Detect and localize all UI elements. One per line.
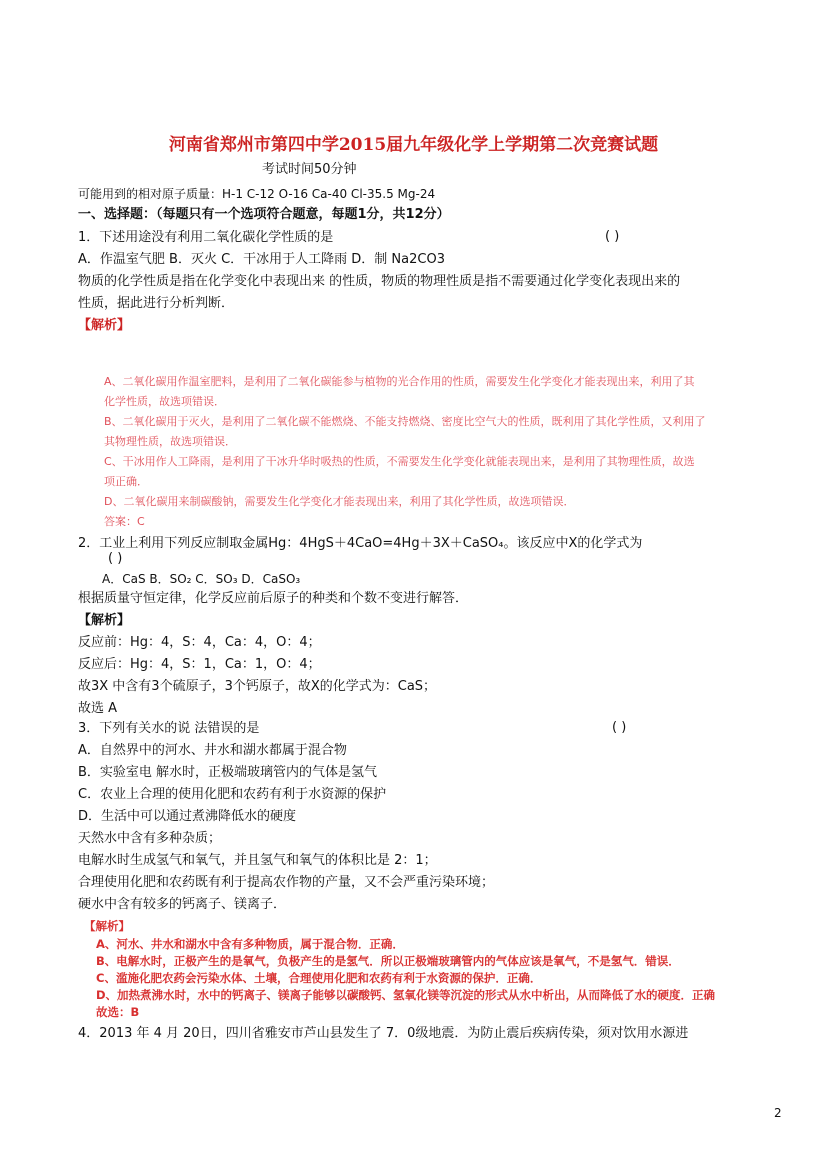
question-3-note: 硬水中含有较多的钙离子、镁离子． [78, 897, 287, 912]
question-4-stem: 4．2013 年 4 月 20日，四川省雅安市芦山县发生了 7．0级地震．为防止震后疾病传染，须对饮用水源进 [78, 1026, 689, 1041]
question-1-options: A．作温室气肥 B．灭火 C．干冰用于人工降雨 D．制 Na2CO3 [78, 252, 445, 267]
question-2-analysis-line: 反应前：Hg：4，S：4，Ca：4，O：4； [78, 635, 321, 650]
question-1-analysis-line: A、二氧化碳用作温室肥料，是利用了二氧化碳能参与植物的光合作用的性质，需要发生化学变化才能表现出来，利用了其 [104, 375, 695, 388]
question-2-explanation: 根据质量守恒定律，化学反应前后原子的种类和个数不变进行解答． [78, 591, 469, 606]
atomic-mass-line: 可能用到的相对原子质量：H-1 C-12 O-16 Ca-40 Cl-35.5 Mg-24 [78, 187, 436, 201]
question-3-answer-paren: ( ) [612, 720, 627, 735]
question-2-answer: 故选 A [78, 701, 118, 716]
question-3-note: 天然水中含有多种杂质； [78, 831, 222, 846]
question-2-answer-paren: ( ) [108, 551, 123, 566]
question-3-stem: 3．下列有关水的说 法错误的是 [78, 721, 260, 736]
question-3-note: 电解水时生成氢气和氧气，并且氢气和氧气的体积比是 2：1； [78, 853, 437, 868]
question-2-options: A．CaS B．SO₂ C．SO₃ D．CaSO₃ [102, 572, 301, 586]
question-3-option: C．农业上合理的使用化肥和农药有利于水资源的保护 [78, 787, 387, 802]
page-title: 河南省郑州市第四中学2015届九年级化学上学期第二次竞赛试题 [168, 135, 659, 155]
question-1-explanation: 性质，据此进行分析判断． [78, 296, 235, 311]
question-2-stem: 2．工业上利用下列反应制取金属Hg：4HgS＋4CaO=4Hg＋3X＋CaSO₄。该反应中X的化学式为 [78, 536, 643, 551]
exam-time: 考试时间50分钟 [262, 162, 357, 177]
question-3-analysis-line: B、电解水时，正极产生的是氧气，负极产生的是氢气．所以正极端玻璃管内的气体应该是氧气，不是氢气．错误． [96, 954, 680, 968]
question-3-analysis-line: C、滥施化肥农药会污染水体、土壤，合理使用化肥和农药有利于水资源的保护．正确． [96, 971, 542, 985]
question-3-option: A．自然界中的河水、井水和湖水都属于混合物 [78, 743, 347, 758]
question-2-analysis-line: 故3X 中含有3个硫原子，3个钙原子，故X的化学式为：CaS； [78, 679, 437, 694]
question-1-analysis-line: C、干冰用作人工降雨，是利用了干冰升华时吸热的性质，不需要发生化学变化就能表现出来，是利用了其物理性质，故选 [104, 455, 695, 468]
question-2-analysis-line: 反应后：Hg：4，S：1，Ca：1，O：4； [78, 657, 321, 672]
question-3-option: B．实验室电 解水时，正极端玻璃管内的气体是氢气 [78, 765, 378, 780]
question-1-answer-paren: ( ) [605, 229, 620, 244]
question-1-analysis-line: 化学性质，故选项错误． [104, 395, 225, 408]
question-3-analysis-line: A、河水、井水和湖水中含有多种物质，属于混合物．正确． [96, 937, 404, 951]
question-1-explanation: 物质的化学性质是指在化学变化中表现出来 的性质，物质的物理性质是指不需要通过化学变化表现出来的 [78, 274, 681, 289]
question-1-stem: 1．下述用途没有利用二氧化碳化学性质的是 [78, 230, 334, 245]
section-heading: 一、选择题：（每题只有一个选项符合题意，每题1分，共12分） [78, 207, 450, 222]
question-1-analysis-line: B、二氧化碳用于灭火，是利用了二氧化碳不能燃烧、不能支持燃烧、密度比空气大的性质，既利用了其化学性质，又利用了 [104, 415, 706, 428]
question-1-analysis-line: 项正确． [104, 475, 148, 488]
page-number: 2 [774, 1106, 782, 1120]
question-3-analysis-line: D、加热煮沸水时，水中的钙离子、镁离子能够以碳酸钙、氢氧化镁等沉淀的形式从水中析出，从而降低了水的硬度．正确 [96, 988, 716, 1002]
question-3-analysis-label: 【解析】 [84, 919, 130, 933]
question-1-analysis-label: 【解析】 [78, 318, 131, 333]
question-3-option: D．生活中可以通过煮沸降低水的硬度 [78, 809, 297, 824]
question-3-answer: 故选：B [96, 1005, 140, 1019]
question-2-analysis-label: 【解析】 [78, 613, 131, 628]
question-1-answer: 答案：C [104, 515, 145, 528]
question-1-analysis-line: 其物理性质，故选项错误． [104, 435, 236, 448]
question-3-note: 合理使用化肥和农药既有利于提高农作物的产量，又不会严重污染环境； [78, 875, 495, 890]
question-1-analysis-line: D、二氧化碳用来制碳酸钠，需要发生化学变化才能表现出来，利用了其化学性质，故选项错误． [104, 495, 575, 508]
